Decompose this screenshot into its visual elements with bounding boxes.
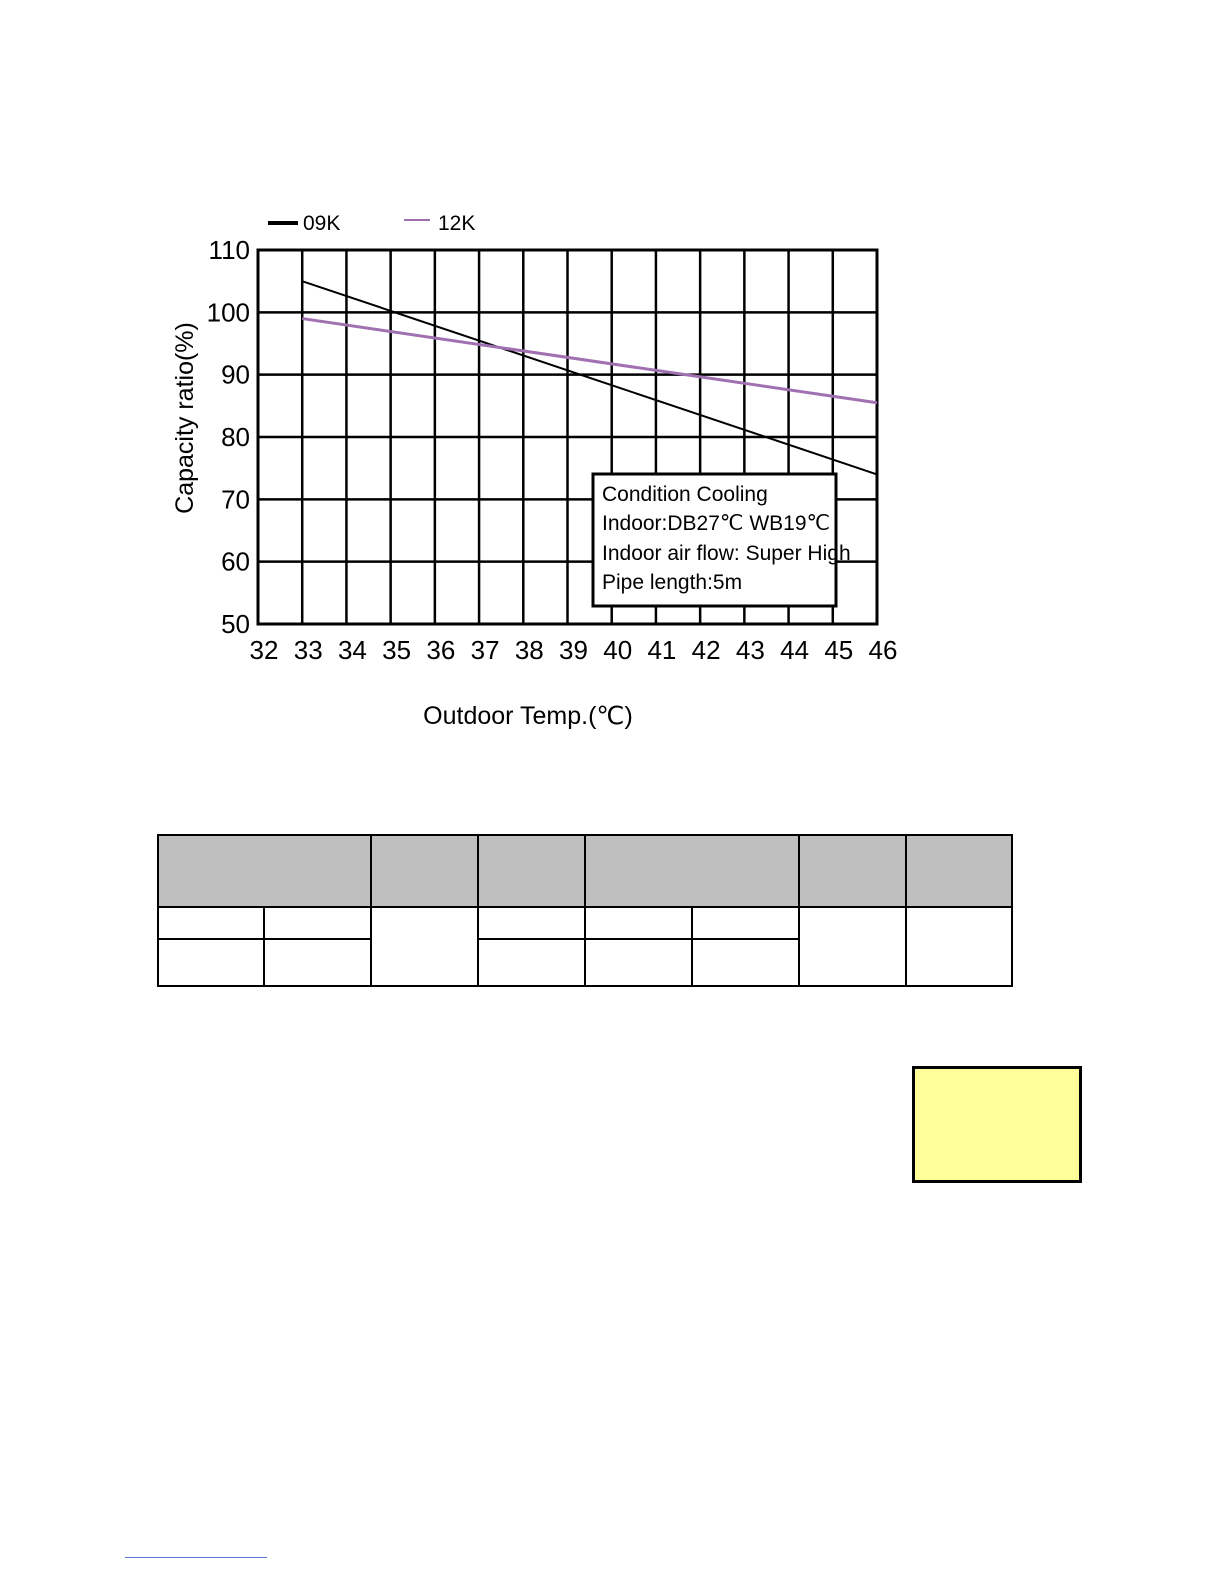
annotation-line-3: Indoor air flow: Super High	[602, 542, 851, 565]
spec-table	[157, 834, 1013, 987]
x-tick-label: 35	[382, 635, 412, 665]
footnote-separator	[125, 1557, 267, 1558]
table-header-cell	[799, 835, 906, 907]
chart-legend	[268, 212, 475, 235]
y-tick-label: 110	[208, 235, 250, 265]
x-tick-label: 32	[249, 635, 279, 665]
table-cell	[371, 907, 478, 986]
table-header-cell	[585, 835, 799, 907]
legend-label-12k: 12K	[438, 212, 476, 235]
table-cell	[692, 939, 799, 986]
series-line-12k	[302, 319, 877, 403]
x-tick-label: 42	[691, 635, 721, 665]
y-tick-label: 70	[221, 484, 250, 515]
x-tick-label: 36	[426, 635, 456, 665]
y-tick-labels	[207, 235, 250, 639]
table-cell	[585, 939, 692, 986]
x-tick-label: 41	[647, 635, 677, 665]
y-tick-label: 60	[221, 546, 250, 577]
x-tick-label: 46	[868, 635, 898, 665]
table-cell	[158, 907, 264, 939]
annotation-line-4: Pipe length:5m	[602, 571, 743, 594]
x-tick-labels	[250, 635, 898, 665]
x-tick-label: 40	[603, 635, 633, 665]
table-cell	[264, 939, 371, 986]
table-header-cell	[158, 835, 371, 907]
legend-label-09k: 09K	[303, 212, 341, 235]
x-tick-label: 43	[735, 635, 765, 665]
table-cell	[799, 907, 906, 986]
y-axis-title: Capacity ratio(%)	[171, 322, 199, 514]
x-tick-label: 33	[293, 635, 323, 665]
x-tick-label: 45	[824, 635, 854, 665]
table-row	[158, 907, 1012, 939]
x-tick-label: 37	[470, 635, 500, 665]
annotation-line-1: Condition Cooling	[602, 483, 768, 506]
table-cell	[906, 907, 1012, 986]
x-axis-title: Outdoor Temp.(℃)	[423, 702, 633, 730]
annotation-line-2: Indoor:DB27℃ WB19℃	[602, 512, 831, 535]
table-header-cell	[478, 835, 585, 907]
y-tick-label: 100	[206, 297, 250, 328]
table-cell	[158, 939, 264, 986]
table-header-cell	[906, 835, 1012, 907]
table-cell	[264, 907, 371, 939]
table-cell	[478, 939, 585, 986]
x-tick-label: 39	[559, 635, 588, 665]
condition-annotation	[593, 474, 851, 606]
x-tick-label: 44	[780, 635, 810, 665]
x-tick-label: 34	[337, 635, 367, 665]
table-cell	[478, 907, 585, 939]
x-tick-label: 38	[514, 635, 544, 665]
y-tick-label: 50	[221, 609, 250, 639]
y-tick-label: 90	[221, 359, 250, 390]
highlight-box	[912, 1066, 1082, 1183]
table-cell	[692, 907, 799, 939]
series-line-09k	[302, 281, 877, 474]
table-header-row	[158, 835, 1012, 907]
y-tick-label: 80	[221, 422, 250, 452]
table-header-cell	[371, 835, 478, 907]
table-cell	[585, 907, 692, 939]
series-lines	[302, 281, 877, 474]
